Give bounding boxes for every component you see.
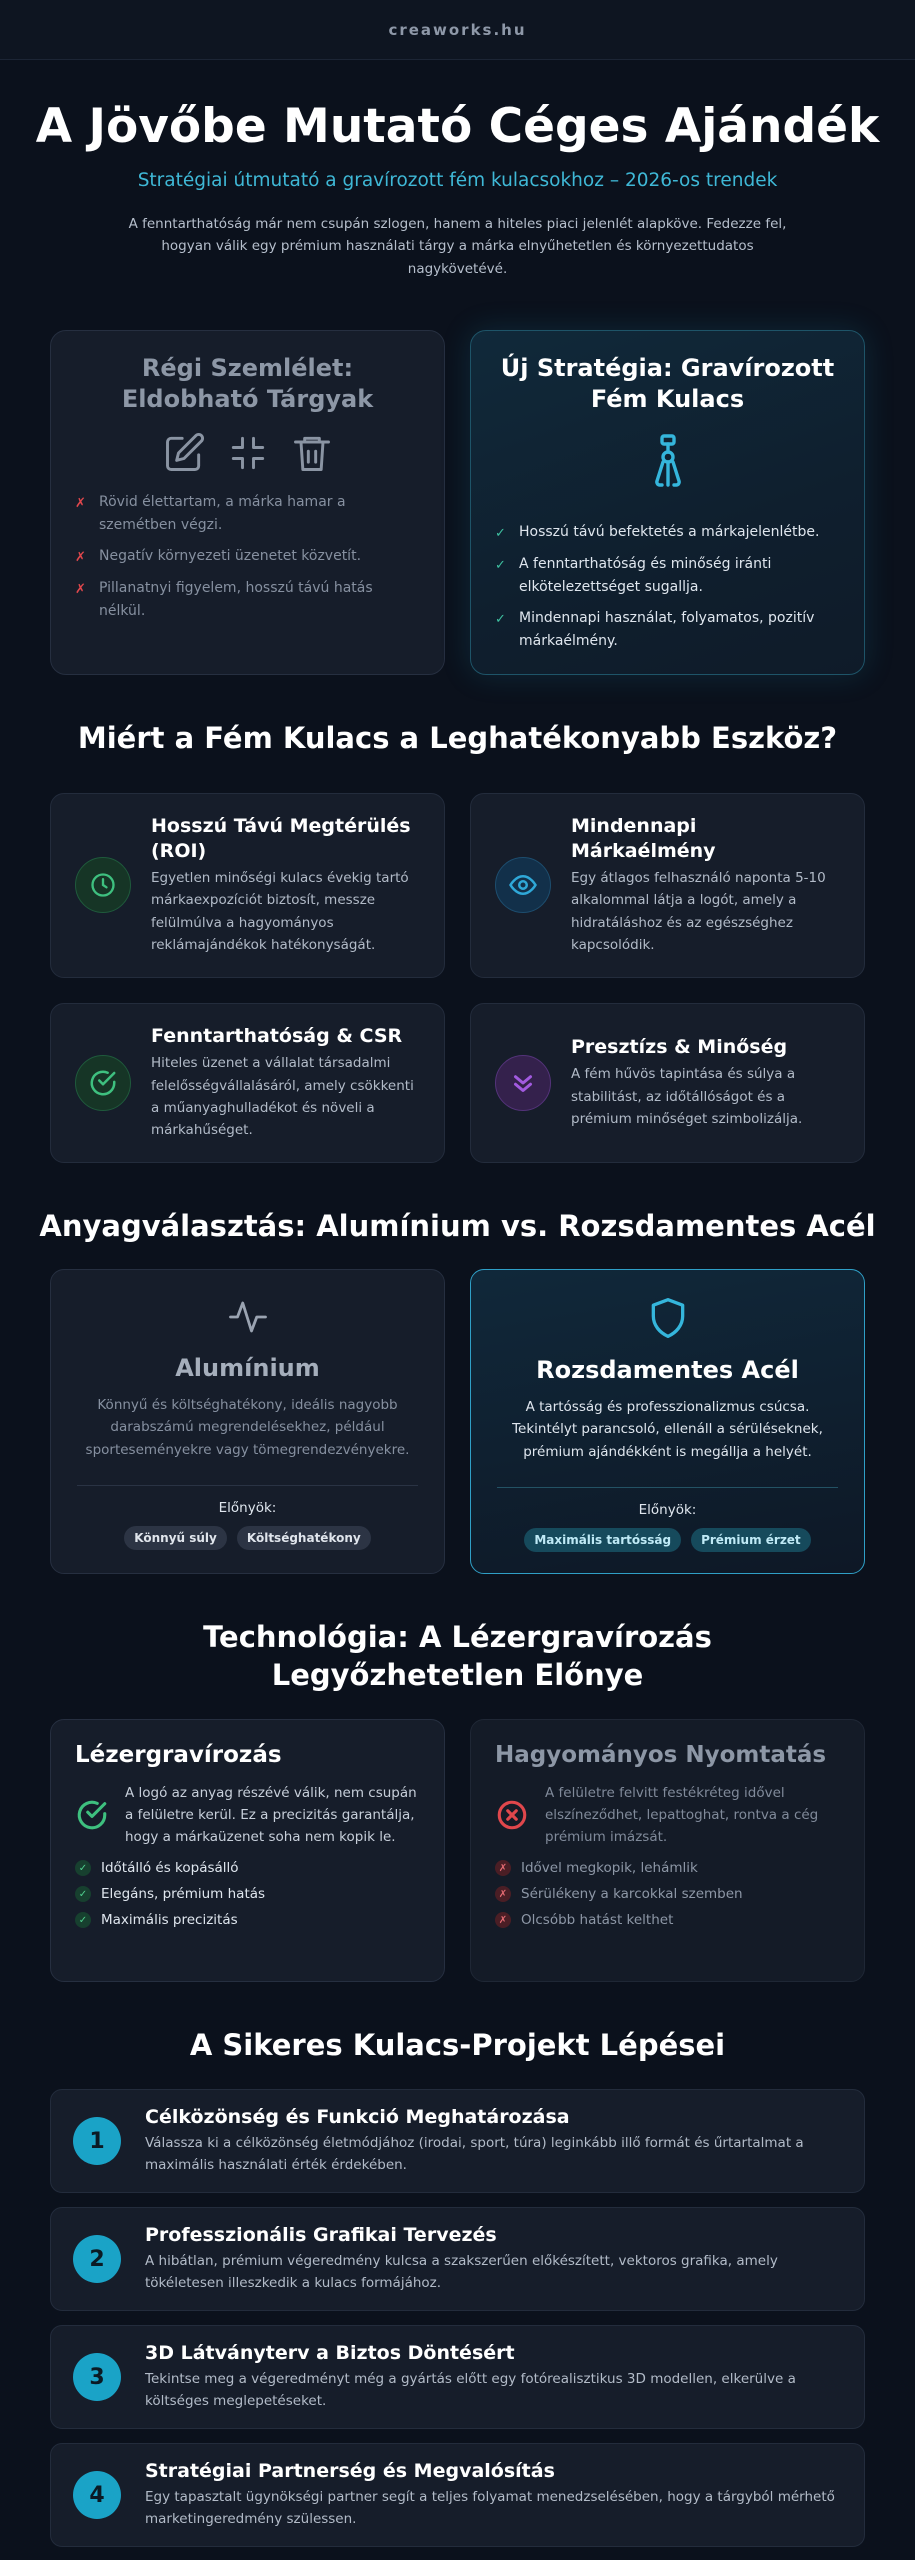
aluminum-tags bbox=[77, 1526, 418, 1550]
feature-card-csr bbox=[50, 1003, 445, 1163]
shield-icon bbox=[646, 1325, 690, 1344]
step-item bbox=[50, 2325, 865, 2429]
laser-list bbox=[75, 1860, 420, 1928]
check-mark-icon: ✓ bbox=[495, 557, 506, 573]
list-item: ✗ Pillanatnyi figyelem, hosszú távú hatás nélkül. bbox=[75, 577, 420, 623]
tag-light-weight: Könnyű súly bbox=[124, 1526, 227, 1550]
clock-icon bbox=[75, 857, 131, 913]
list-item: ✓ Hosszú távú befektetés a márkajelenlétbe. bbox=[495, 521, 840, 544]
step-title: 3D Látványterv a Biztos Döntésért bbox=[145, 2342, 515, 2365]
trash-icon bbox=[290, 431, 334, 475]
step-text: Egy tapasztalt ügynökségi partner segít a teljes folyamat menedzselésében, hogy a tárgyból mérhető marketingeredmény szülessen. bbox=[145, 2489, 835, 2528]
hero-section bbox=[0, 60, 915, 280]
list-item: ✗ Idővel megkopik, lehámlik bbox=[495, 1860, 840, 1876]
divider bbox=[77, 1485, 418, 1486]
chevrons-down-icon bbox=[495, 1055, 551, 1111]
feature-title: Presztízs & Minőség bbox=[571, 1035, 788, 1058]
step-number: 4 bbox=[73, 2471, 121, 2519]
old-approach-card bbox=[50, 330, 445, 675]
bottle-icon bbox=[648, 433, 688, 495]
technology-section-title: Technológia: A Lézergravírozás Legyőzhetetlen Előnye bbox=[203, 1620, 712, 1692]
laser-card bbox=[50, 1719, 445, 1982]
steel-text: A tartósság és professzionalizmus csúcsa. Tekintélyt parancsoló, ellenáll a sérüléseknek, prémium ajándékként is megállja a helyét. bbox=[512, 1399, 823, 1460]
feature-card-daily-brand bbox=[470, 793, 865, 978]
technology-grid bbox=[50, 1719, 865, 1982]
steps-section-title: A Sikeres Kulacs-Projekt Lépései bbox=[189, 2027, 726, 2062]
shrink-icon bbox=[226, 431, 270, 475]
x-mark-icon: ✗ bbox=[75, 496, 86, 512]
feature-text: A fém hűvös tapintása és súlya a stabilitást, az időtállóságot és a prémium minőséget szimbolizálja. bbox=[571, 1066, 803, 1127]
step-number: 1 bbox=[73, 2117, 121, 2165]
step-title: Stratégiai Partnerség és Megvalósítás bbox=[145, 2460, 555, 2483]
feature-title: Fenntarthatóság & CSR bbox=[151, 1024, 403, 1047]
advantages-label: Előnyök: bbox=[638, 1502, 697, 1519]
list-item: ✗ Negatív környezeti üzenetet közvetít. bbox=[75, 545, 420, 568]
tag-cost-effective: Költséghatékony bbox=[237, 1526, 371, 1550]
steel-tags bbox=[497, 1528, 838, 1552]
laser-title: Lézergravírozás bbox=[75, 1741, 282, 1768]
steel-title: Rozsdamentes Acél bbox=[536, 1356, 799, 1385]
materials-grid bbox=[50, 1269, 865, 1574]
list-item: ✓ Mindennapi használat, folyamatos, pozitív márkaélmény. bbox=[495, 607, 840, 653]
why-section-title: Miért a Fém Kulacs a Leghatékonyabb Eszköz? bbox=[77, 720, 838, 755]
feature-text: Egy átlagos felhasználó naponta 5-10 alkalommal látja a logót, amely a hidratáláshoz és az egészséghez kapcsolódik. bbox=[571, 870, 826, 953]
step-number: 3 bbox=[73, 2353, 121, 2401]
check-mark-icon: ✓ bbox=[495, 611, 506, 627]
feature-text: Hiteles üzenet a vállalat társadalmi felelősségvállalásáról, amely csökkenti a műanyaghulladékot és növeli a márkahűséget. bbox=[151, 1055, 414, 1139]
x-mark-icon: ✗ bbox=[75, 550, 86, 566]
top-bar bbox=[0, 0, 915, 60]
list-item: ✓ Időtálló és kopásálló bbox=[75, 1860, 420, 1876]
list-item: ✗ Sérülékeny a karcokkal szemben bbox=[495, 1886, 840, 1902]
steps-list bbox=[50, 2089, 865, 2547]
brand-name[interactable]: creaworks.hu bbox=[388, 20, 527, 39]
feature-text: Egyetlen minőségi kulacs évekig tartó márkaexpozíciót biztosít, messze felülmúlva a hagyományos reklámajándékok hatékonyságát. bbox=[151, 870, 409, 953]
step-text: Tekintse meg a végeredményt még a gyártás előtt egy fotórealisztikus 3D modellen, elkerülve a költséges meglepetéseket. bbox=[145, 2371, 796, 2410]
feature-card-roi bbox=[50, 793, 445, 978]
tag-max-durability: Maximális tartósság bbox=[524, 1528, 681, 1552]
check-mark-icon: ✓ bbox=[495, 526, 506, 542]
aluminum-title: Alumínium bbox=[175, 1354, 320, 1383]
list-item: ✗ Rövid élettartam, a márka hamar a szemétben végzi. bbox=[75, 491, 420, 537]
eye-icon bbox=[495, 857, 551, 913]
page-subtitle: Stratégiai útmutató a gravírozott fém kulacsokhoz – 2026-os trendek bbox=[137, 170, 778, 192]
intro-text: A fenntarthatóság már nem csupán szlogen, hanem a hiteles piaci jelenlét alapköve. Fedezze fel, hogyan válik egy prémium használati tárgy a márka elnyűhetetlen és környezettudatos nagykövetévé. bbox=[128, 216, 787, 277]
print-card bbox=[470, 1719, 865, 1982]
step-item bbox=[50, 2089, 865, 2193]
print-title: Hagyományos Nyomtatás bbox=[495, 1741, 827, 1768]
list-item: ✓ Elegáns, prémium hatás bbox=[75, 1886, 420, 1902]
step-title: Célközönség és Funkció Meghatározása bbox=[145, 2106, 570, 2129]
new-strategy-icons bbox=[495, 433, 840, 495]
tag-premium-feel: Prémium érzet bbox=[691, 1528, 811, 1552]
pulse-icon bbox=[225, 1323, 271, 1342]
step-item bbox=[50, 2443, 865, 2547]
pen-icon bbox=[162, 431, 206, 475]
step-text: Válassza ki a célközönség életmódjához (irodai, sport, túra) leginkább illő formát és űrtartalmat a maximális használati érték érdekében. bbox=[145, 2135, 804, 2174]
check-circle-icon bbox=[75, 1055, 131, 1111]
x-mark-icon: ✗ bbox=[75, 581, 86, 597]
step-title: Professzionális Grafikai Tervezés bbox=[145, 2224, 497, 2247]
step-number: 2 bbox=[73, 2235, 121, 2283]
old-approach-title: Régi Szemlélet: Eldobható Tárgyak bbox=[121, 353, 374, 414]
check-mark-icon: ✓ bbox=[75, 1886, 91, 1902]
list-item: ✓ Maximális precizitás bbox=[75, 1912, 420, 1928]
x-mark-icon: ✗ bbox=[495, 1860, 511, 1876]
check-mark-icon: ✓ bbox=[75, 1912, 91, 1928]
print-description: A felületre felvitt festékréteg idővel elszíneződhet, lepattoghat, rontva a cég prémium imázsát. bbox=[495, 1782, 840, 1849]
steel-card bbox=[470, 1269, 865, 1574]
feature-card-prestige bbox=[470, 1003, 865, 1163]
divider bbox=[497, 1487, 838, 1488]
x-mark-icon: ✗ bbox=[495, 1912, 511, 1928]
laser-description: A logó az anyag részévé válik, nem csupán a felületre kerül. Ez a precizitás garantálja, hogy a márkaüzenet soha nem kopik le. bbox=[75, 1782, 420, 1849]
features-grid bbox=[50, 793, 865, 1163]
feature-title: Hosszú Távú Megtérülés (ROI) bbox=[151, 814, 411, 862]
old-approach-icons bbox=[75, 431, 420, 475]
old-approach-list bbox=[75, 491, 420, 623]
materials-section-title: Anyagválasztás: Alumínium vs. Rozsdamentes Acél bbox=[39, 1208, 876, 1243]
list-item: ✗ Olcsóbb hatást kelthet bbox=[495, 1912, 840, 1928]
check-mark-icon: ✓ bbox=[75, 1860, 91, 1876]
print-list bbox=[495, 1860, 840, 1928]
new-strategy-card bbox=[470, 330, 865, 675]
step-item bbox=[50, 2207, 865, 2311]
step-text: A hibátlan, prémium végeredmény kulcsa a szakszerűen előkészített, vektoros grafika, amely tökéletesen illeszkedik a kulacs formájához. bbox=[145, 2253, 778, 2292]
aluminum-card bbox=[50, 1269, 445, 1574]
aluminum-text: Könnyű és költséghatékony, ideális nagyobb darabszámú megrendelésekhez, például sporteseményekre vagy tömegrendezvényekre. bbox=[85, 1397, 410, 1458]
new-strategy-title: Új Stratégia: Gravírozott Fém Kulacs bbox=[500, 353, 835, 414]
page-title: A Jövőbe Mutató Céges Ajándék bbox=[35, 99, 880, 154]
x-circle-icon bbox=[495, 1798, 529, 1836]
feature-title: Mindennapi Márkaélmény bbox=[571, 814, 716, 862]
new-strategy-list bbox=[495, 521, 840, 653]
comparison-section bbox=[50, 330, 865, 675]
advantages-label: Előnyök: bbox=[218, 1500, 277, 1517]
x-mark-icon: ✗ bbox=[495, 1886, 511, 1902]
check-icon bbox=[75, 1798, 109, 1836]
list-item: ✓ A fenntarthatóság és minőség iránti elkötelezettséget sugallja. bbox=[495, 553, 840, 599]
